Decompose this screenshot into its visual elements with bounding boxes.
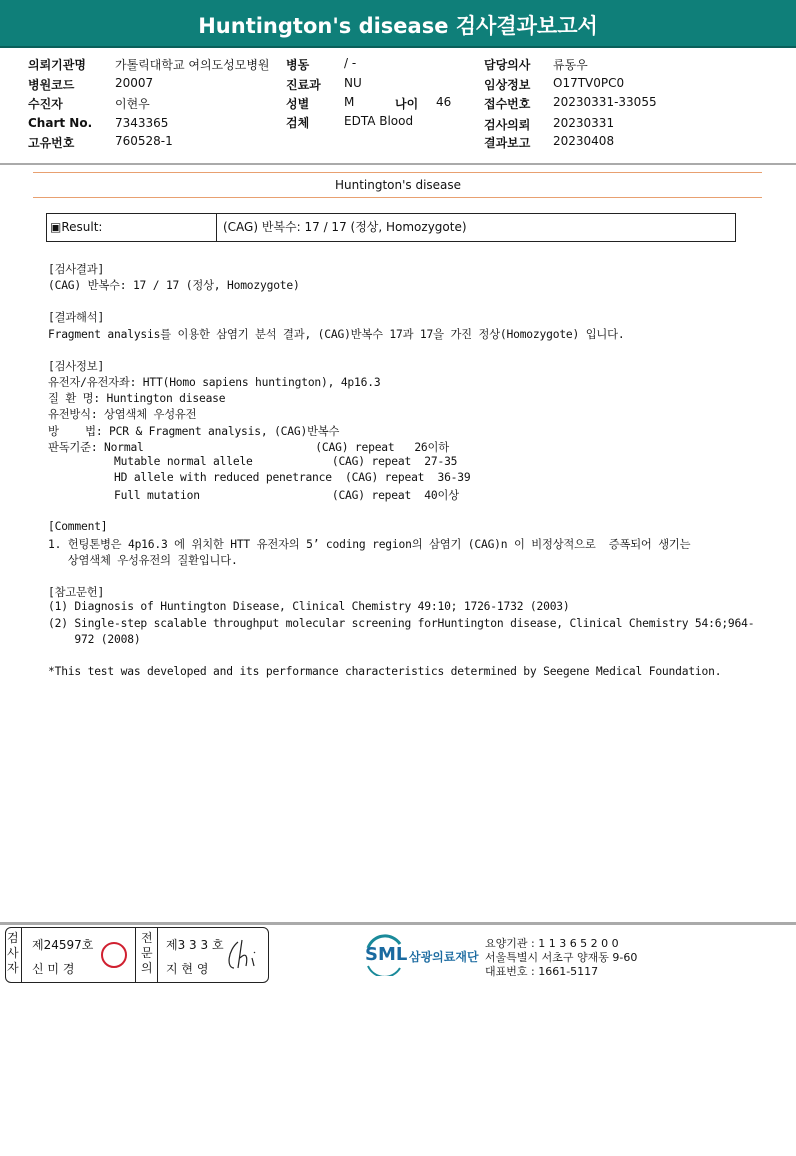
- info-value: / -: [344, 56, 357, 70]
- info-label: 고유번호: [28, 136, 75, 150]
- report-title: Huntington's disease 검사결과보고서: [198, 14, 598, 38]
- tech-label: 검사자: [7, 931, 19, 975]
- info-label: 진료과: [286, 78, 321, 92]
- section-heading: [Comment]: [48, 519, 108, 533]
- info-label: 병동: [286, 58, 310, 72]
- info-label: 성별: [286, 97, 310, 111]
- body-line: Fragment analysis를 이용한 삼염기 분석 결과, (CAG)반복수 17과 17을 가진 정상(Homozygote) 입니다.: [48, 327, 625, 341]
- seal-stamp: [101, 942, 127, 968]
- info-value: NU: [344, 76, 362, 90]
- info-value: 가톨릭대학교 여의도성모병원: [115, 58, 270, 72]
- section-heading: [결과해석]: [48, 311, 105, 325]
- doctor-number: 제3 3 3 호: [166, 938, 224, 952]
- info-label: 담당의사: [484, 58, 531, 72]
- info-label: 의뢰기관명: [28, 58, 86, 72]
- info-label: Chart No.: [28, 116, 93, 130]
- divider: [33, 172, 762, 173]
- tech-number: 제24597호: [32, 938, 94, 952]
- body-line: (1) Diagnosis of Huntington Disease, Clinical Chemistry 49:10; 1726-1732 (2003): [48, 600, 570, 614]
- info-value: 이현우: [115, 97, 150, 111]
- doctor-name: 지 현 영: [166, 962, 209, 976]
- info-value: 46: [436, 95, 452, 109]
- info-value: 760528-1: [115, 134, 173, 148]
- result-value: (CAG) 반복수: 17 / 17 (정상, Homozygote): [223, 220, 467, 234]
- section-title: Huntington's disease: [334, 178, 462, 192]
- tech-name: 신 미 경: [32, 962, 75, 976]
- info-value: EDTA Blood: [344, 114, 414, 128]
- body-line: Mutable normal allele (CAG) repeat 27-35: [48, 455, 458, 468]
- info-value: 7343365: [115, 116, 169, 130]
- body-line: (CAG) 반복수: 17 / 17 (정상, Homozygote): [48, 279, 300, 293]
- info-label: 검체: [286, 116, 310, 130]
- section-heading: [검사정보]: [48, 359, 105, 373]
- info-label: 병원코드: [28, 78, 75, 92]
- doctor-label: 전문의: [141, 931, 153, 975]
- result-label: ▣Result:: [47, 214, 217, 241]
- info-label: 수진자: [28, 97, 63, 111]
- body-line: 유전자/유전자좌: HTT(Homo sapiens huntington), 4p16.3: [48, 376, 381, 389]
- body-line: HD allele with reduced penetrance (CAG) repeat 36-39: [48, 471, 471, 485]
- body-line: 판독기준: Normal (CAG) repeat 26이하: [48, 440, 449, 454]
- body-line: *This test was developed and its performance characteristics determined by Seegene Medical Foundation.: [48, 665, 722, 678]
- info-value: 20230331: [553, 116, 615, 130]
- org-address: 서울특별시 서초구 양재동 9-60: [485, 951, 638, 964]
- info-label: 접수번호: [484, 97, 531, 111]
- section-heading: [검사결과]: [48, 263, 105, 276]
- body-line: 1. 헌팅톤병은 4p16.3 에 위치한 HTT 유전자의 5’ coding region의 삼염기 (CAG)n 이 비정상적으로 증폭되어 생기는: [48, 537, 691, 551]
- result-box: [46, 213, 736, 242]
- body-line: (2) Single-step scalable throughput molecular screening forHuntington disease, Clinical Chemistry 54:6;964-: [48, 616, 755, 630]
- body-line: 972 (2008): [48, 632, 141, 646]
- info-label: 검사의뢰: [484, 118, 531, 132]
- divider: [33, 197, 762, 198]
- info-value: 20230331-33055: [553, 95, 657, 109]
- info-label: 나이: [395, 97, 419, 111]
- signature: [224, 938, 264, 974]
- org-name: 삼광의료재단: [409, 950, 479, 964]
- divider: [0, 163, 796, 165]
- info-label: 임상정보: [484, 78, 531, 92]
- org-phone: 대표번호 : 1661-5117: [485, 965, 599, 978]
- body-line: Full mutation (CAG) repeat 40이상: [48, 489, 459, 503]
- body-line: 질 환 명: Huntington disease: [48, 392, 226, 406]
- section-heading: [참고문헌]: [48, 586, 105, 600]
- info-value: 20230408: [553, 134, 615, 148]
- info-value: M: [344, 95, 355, 109]
- divider: [0, 922, 796, 925]
- org-code: 요양기관 : 1 1 3 6 5 2 0 0: [485, 937, 619, 950]
- body-line: 유전방식: 상염색체 우성유전: [48, 408, 197, 422]
- info-value: 류동우: [553, 58, 588, 72]
- info-value: O17TV0PC0: [553, 76, 625, 90]
- signature-box: [5, 927, 269, 983]
- info-value: 20007: [115, 76, 154, 90]
- body-line: 상염색체 우성유전의 질환입니다.: [48, 554, 238, 567]
- sml-logo: SML: [365, 944, 408, 965]
- body-line: 방 법: PCR & Fragment analysis, (CAG)반복수: [48, 424, 340, 438]
- info-label: 결과보고: [484, 136, 531, 150]
